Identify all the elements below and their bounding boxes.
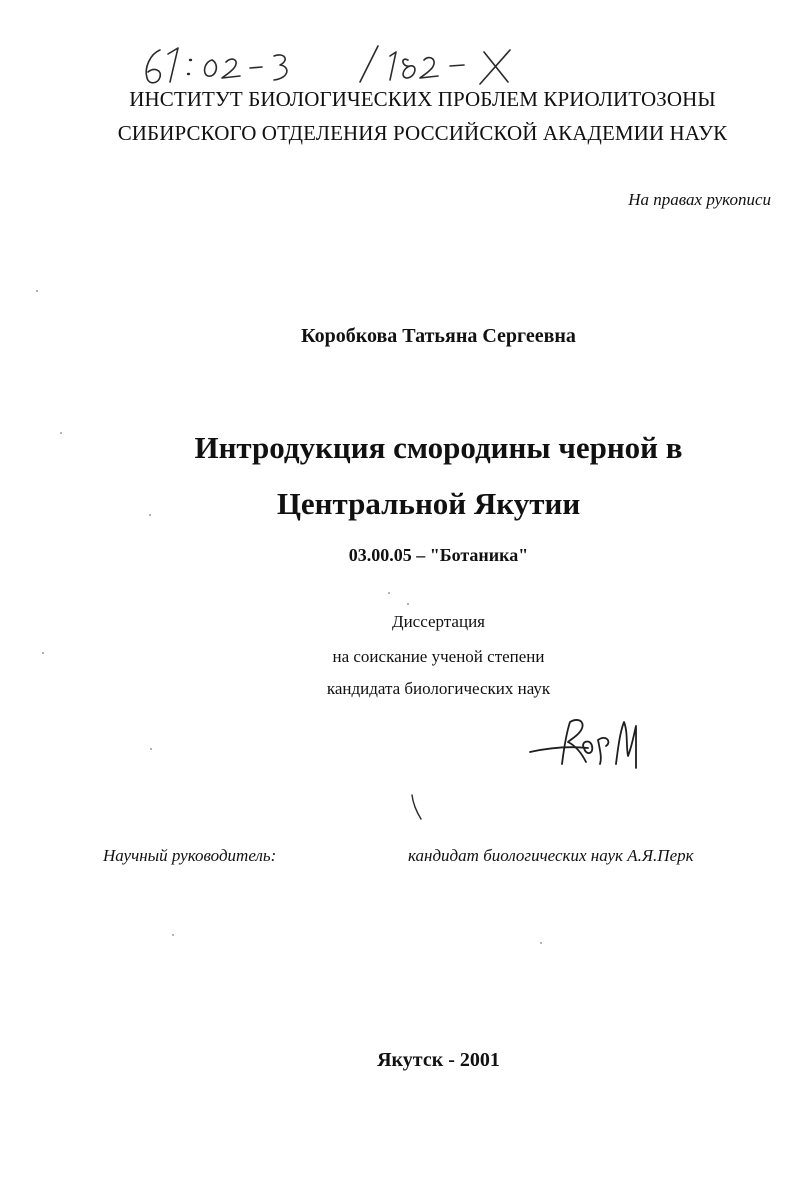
handwritten-signature <box>528 712 640 772</box>
dissertation-line-2: на соискание ученой степени <box>332 647 545 666</box>
pencil-mark <box>408 793 428 823</box>
title-line-2: Центральной Якутии <box>276 486 581 521</box>
scan-speck <box>407 603 409 605</box>
scan-speck <box>172 934 174 936</box>
supervisor-name: кандидат биологических наук А.Я.Перк <box>408 846 694 865</box>
scan-speck <box>36 290 38 292</box>
scan-speck <box>149 514 151 516</box>
author-name: Коробкова Татьяна Сергеевна <box>301 325 576 347</box>
handwritten-archive-mark <box>138 38 538 90</box>
scan-speck <box>388 592 390 594</box>
scan-speck <box>150 748 152 750</box>
city-year: Якутск - 2001 <box>377 1049 500 1071</box>
scan-speck <box>60 432 62 434</box>
dissertation-line-3: кандидата биологических наук <box>326 679 551 698</box>
specialty-code: 03.00.05 – "Ботаника" <box>348 545 529 565</box>
scan-speck <box>540 942 542 944</box>
institute-line-2: СИБИРСКОГО ОТДЕЛЕНИЯ РОССИЙСКОЙ АКАДЕМИИ НАУК <box>117 121 728 145</box>
supervisor-label: Научный руководитель: <box>103 846 277 865</box>
title-line-1: Интродукция смородины черной в <box>194 430 683 465</box>
rights-note: На правах рукописи <box>628 190 771 209</box>
institute-line-1: ИНСТИТУТ БИОЛОГИЧЕСКИХ ПРОБЛЕМ КРИОЛИТОЗОНЫ <box>129 87 716 111</box>
scan-speck <box>42 652 44 654</box>
dissertation-line-1: Диссертация <box>391 612 485 631</box>
